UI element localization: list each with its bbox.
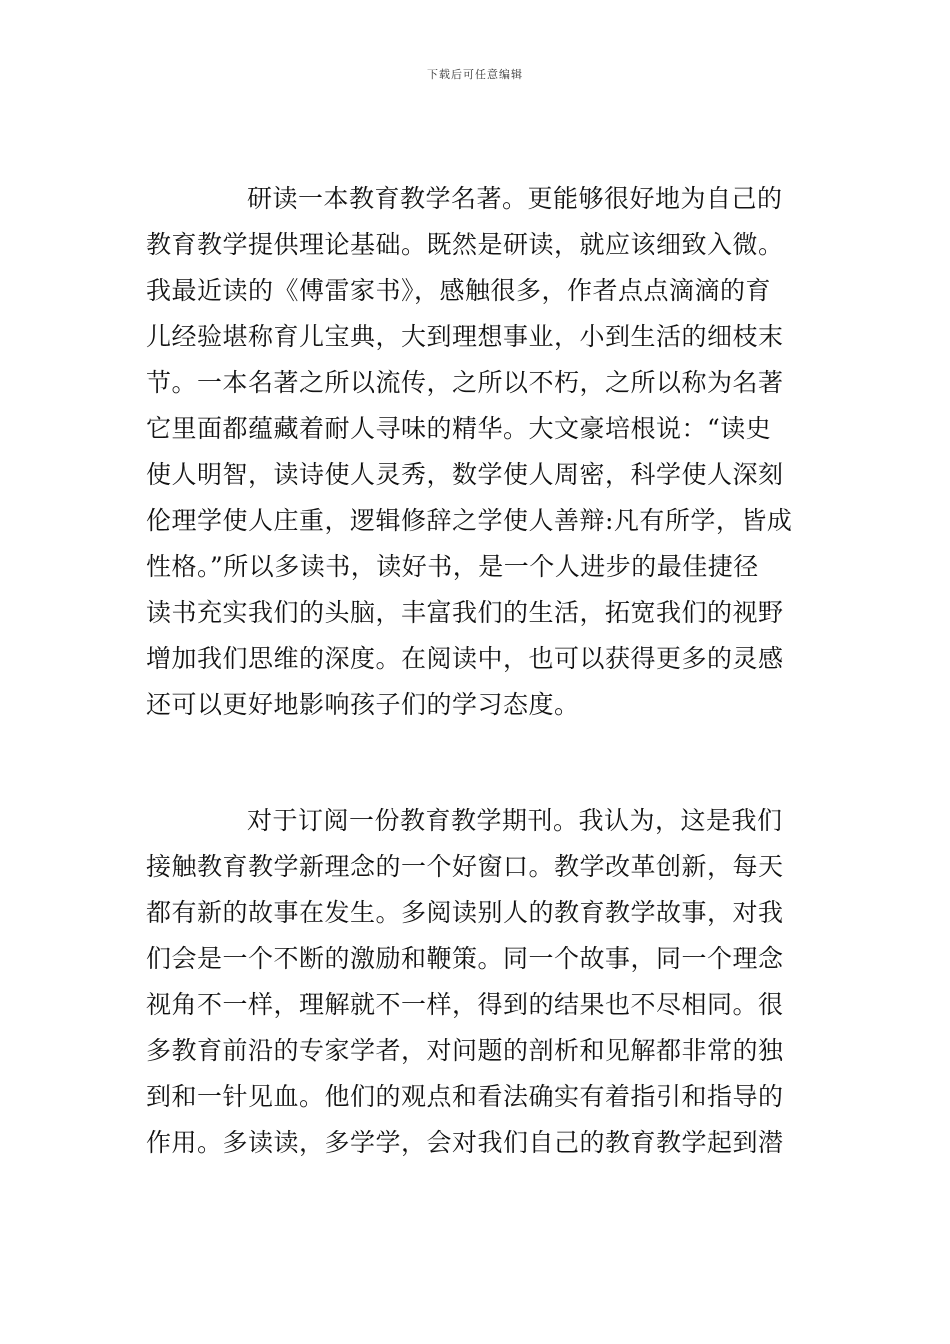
text-line: 到和一针见血。他们的观点和看法确实有着指引和指导的 [146, 1082, 784, 1111]
text-line: 们会是一个不断的激励和鞭策。同一个故事，同一个理念 [146, 944, 784, 973]
text-line: 节。一本名著之所以流传，之所以不朽，之所以称为名著 [146, 368, 784, 397]
text-line: 都有新的故事在发生。多阅读别人的教育教学故事，对我 [146, 898, 784, 927]
paragraph-1 [146, 176, 806, 728]
paragraph-2 [146, 798, 806, 1166]
text-line: 研读一本教育教学名著。更能够很好地为自己的 [247, 184, 783, 213]
document-body [146, 176, 806, 1166]
text-line: 作用。多读读，多学学，会对我们自己的教育教学起到潜 [146, 1128, 784, 1157]
text-line: 它里面都蕴藏着耐人寻味的精华。大文豪培根说：“读史 [146, 414, 772, 443]
text-line: 性格。”所以多读书，读好书，是一个人进步的最佳捷径 [146, 552, 759, 581]
text-line: 使人明智，读诗使人灵秀，数学使人周密，科学使人深刻 [146, 460, 784, 489]
text-line: 增加我们思维的深度。在阅读中，也可以获得更多的灵感 [146, 644, 784, 673]
text-line: 儿经验堪称育儿宝典，大到理想事业，小到生活的细枝末 [146, 322, 784, 351]
text-line: 视角不一样，理解就不一样，得到的结果也不尽相同。很 [146, 990, 784, 1019]
text-line: 我最近读的《傅雷家书》，感触很多，作者点点滴滴的育 [146, 276, 772, 305]
text-line: 伦理学使人庄重，逻辑修辞之学使人善辩:凡有所学，皆成 [146, 506, 793, 535]
text-line: 还可以更好地影响孩子们的学习态度。 [146, 690, 580, 719]
text-line: 读书充实我们的头脑，丰富我们的生活，拓宽我们的视野 [146, 598, 784, 627]
paragraph-spacer [146, 728, 806, 798]
text-line: 教育教学提供理论基础。既然是研读，就应该细致入微。 [146, 230, 784, 259]
text-line: 多教育前沿的专家学者，对问题的剖析和见解都非常的独 [146, 1036, 784, 1065]
text-line: 对于订阅一份教育教学期刊。我认为，这是我们 [247, 806, 783, 835]
text-line: 接触教育教学新理念的一个好窗口。教学改革创新，每天 [146, 852, 784, 881]
page-header: 下载后可任意编辑 [427, 68, 523, 81]
